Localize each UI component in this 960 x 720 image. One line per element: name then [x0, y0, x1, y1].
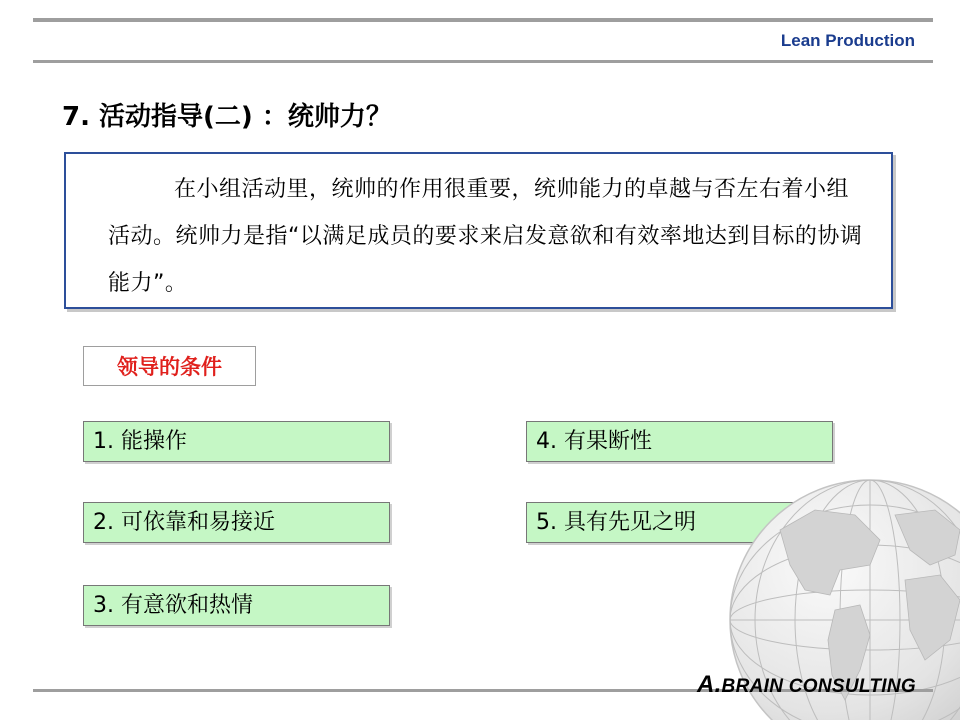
condition-item-5: 5. 具有先见之明	[526, 502, 833, 543]
condition-item-2: 2. 可依靠和易接近	[83, 502, 390, 543]
condition-item-4: 4. 有果断性	[526, 421, 833, 462]
footer-brand-rest: BRAIN CONSULTING	[721, 676, 916, 697]
conditions-label: 领导的条件	[83, 346, 256, 386]
intro-text: 在小组活动里，统帅的作用很重要，统帅能力的卓越与否左右着小组活动。统帅力是指“以满足成员的要求来启发意欲和有效率地达到目标的协调能力”。	[108, 177, 863, 296]
header-top-rule	[33, 18, 933, 22]
condition-item-1: 1. 能操作	[83, 421, 390, 462]
condition-item-3: 3. 有意欲和热情	[83, 585, 390, 626]
footer-brand	[697, 671, 916, 699]
header-brand: Lean Production	[780, 31, 915, 50]
intro-box	[64, 152, 893, 309]
footer-brand-initial: A.	[696, 671, 722, 698]
slide-title: 7. 活动指导(二) ：统帅力？	[62, 102, 392, 132]
header-bottom-rule	[33, 60, 933, 63]
